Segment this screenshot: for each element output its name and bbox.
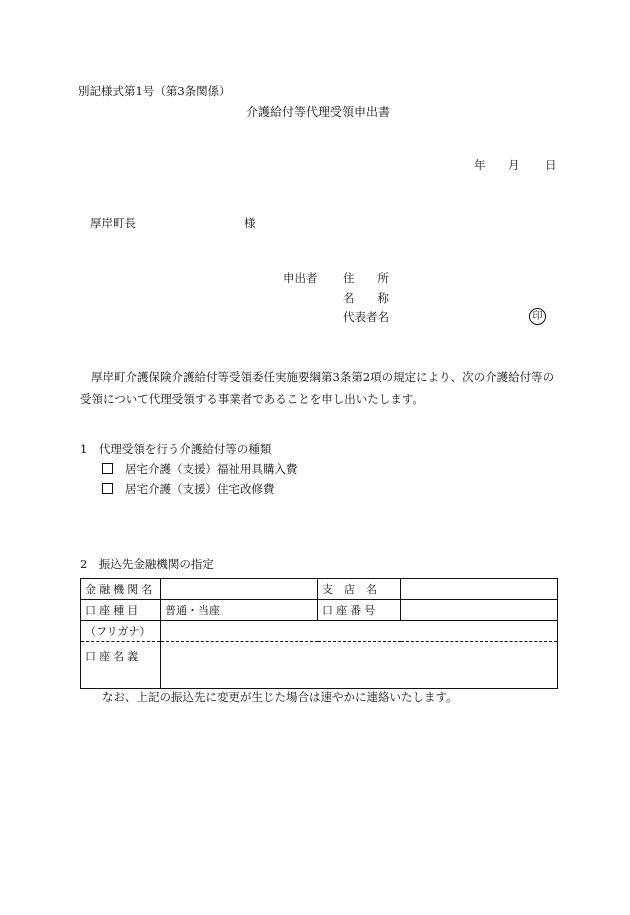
branch-name-field[interactable] <box>401 579 558 600</box>
addressee-honorific: 様 <box>244 216 256 230</box>
seal-mark: 印 <box>529 308 546 325</box>
applicant-label: 申出者 <box>283 271 318 285</box>
date-month-label: 月 <box>508 158 520 172</box>
checkbox-icon[interactable] <box>102 463 113 474</box>
option-label: 居宅介護（支援）住宅改修費 <box>125 482 275 496</box>
declaration-text: 厚岸町介護保険介護給付等受領委任実施要綱第3条第2項の規定により、次の介護給付等の受領について代理受領する事業者であることを申し出いたします。 <box>80 370 555 406</box>
applicant-representative-label: 代表者名 <box>343 310 389 324</box>
addressee-mayor: 厚岸町長 <box>90 216 136 230</box>
furigana-field[interactable] <box>161 621 558 642</box>
closing-note: なお、上記の振込先に変更が生じた場合は速やかに連絡いたします。 <box>102 690 458 704</box>
applicant-name-label: 名 称 <box>343 291 389 305</box>
account-holder-label: 口座名義 <box>81 642 161 689</box>
account-number-label: 口座番号 <box>318 600 401 621</box>
section2-heading: 2 振込先金融機関の指定 <box>80 557 214 571</box>
account-number-field[interactable] <box>401 600 558 621</box>
form-reference: 別記様式第1号（第3条関係） <box>78 84 231 98</box>
applicant-address-label: 住 所 <box>343 271 389 285</box>
option-home-renovation[interactable] <box>102 483 275 496</box>
document-title: 介護給付等代理受領申出書 <box>246 105 391 119</box>
option-welfare-equipment[interactable] <box>102 463 298 476</box>
date-year-label: 年 <box>474 158 486 172</box>
account-type-label: 口座種目 <box>81 600 161 621</box>
bank-account-table <box>80 578 558 689</box>
account-holder-field[interactable] <box>161 642 558 689</box>
bank-name-field[interactable] <box>161 579 318 600</box>
checkbox-icon[interactable] <box>102 483 113 494</box>
option-label: 居宅介護（支援）福祉用具購入費 <box>125 462 298 476</box>
branch-name-label: 支 店 名 <box>318 579 401 600</box>
bank-name-label: 金融機関名 <box>81 579 161 600</box>
account-type-field[interactable]: 普通・当座 <box>161 600 318 621</box>
date-day-label: 日 <box>545 158 557 172</box>
section1-heading: 1 代理受領を行う介護給付等の種類 <box>80 442 272 456</box>
furigana-label: （フリガナ） <box>81 621 161 642</box>
